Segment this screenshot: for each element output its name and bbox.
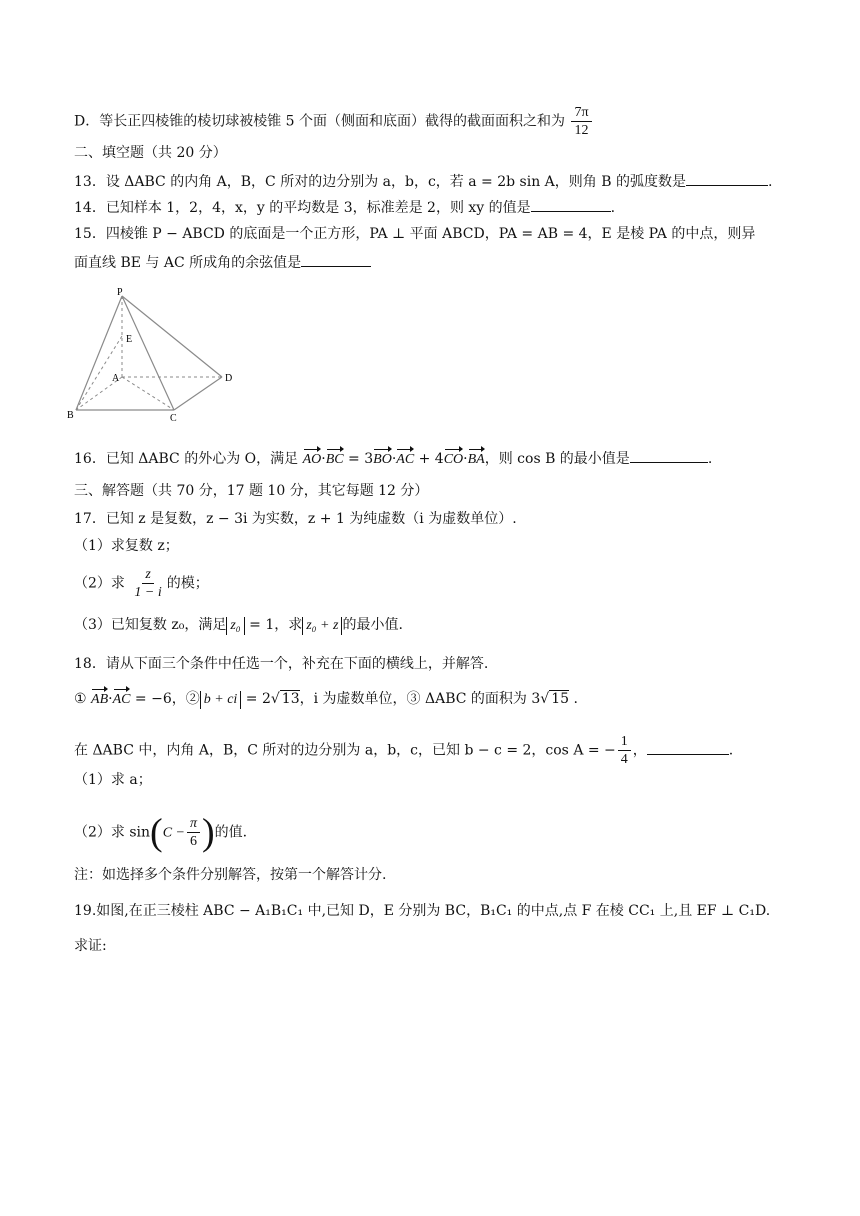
fraction-numerator: 1 [618,733,631,751]
question-18-part-2 [74,811,248,854]
question-13-end: . [767,174,773,190]
question-15-text: 15．四棱锥 P − ABCD 的底面是一个正方形，PA ⊥ 平面 ABCD，PA = AB = 4，E 是棱 PA 的中点，则异 [74,226,756,242]
question-16-end: . [707,451,713,467]
pyramid-figure [64,286,244,422]
vector-ba: BA [468,450,485,470]
question-19-text: 19.如图,在正三棱柱 ABC − A₁B₁C₁ 中,已知 D，E 分别为 BC，B₁C₁ 的中点,点 F 在棱 CC₁ 上,且 EF ⊥ C₁D. [74,903,771,919]
part-text: （2）求 [74,575,125,592]
vector-ab: AB [91,690,108,710]
answer-blank[interactable] [647,740,729,755]
edge-cd [174,377,222,410]
condition-text: ，i 为虚数单位，③ ΔABC 的面积为 3 [299,691,541,707]
question-17-part-1 [74,536,179,556]
question-16: 16．已知 ΔABC 的外心为 O，满足 AO·BC = 3BO·AC + 4CO·BA，则 cos B 的最小值是 . [74,448,712,470]
option-d [74,104,594,139]
fraction [131,566,164,601]
plus-four: + 4 [418,451,444,467]
question-18-text: 18．请从下面三个条件中任选一个，补充在下面的横线上，并解答. [74,656,489,672]
question-18-note [74,865,386,885]
label-p: P [117,287,123,298]
question-18-stem [74,654,488,674]
question-13 [74,171,772,192]
question-17-text: 17．已知 z 是复数，z − 3i 为实数，z + 1 为纯虚数（i 为虚数单位）. [74,511,517,527]
question-15-line-2 [74,252,371,273]
question-17-stem [74,509,517,529]
given-text: ， [632,742,647,759]
fraction-denominator: 12 [574,123,589,138]
question-17-part-2 [74,566,209,601]
fraction-denominator: 6 [190,834,197,849]
fraction [187,815,200,850]
fraction-denominator: 4 [620,752,628,767]
fraction-numerator: 7π [571,104,591,122]
question-14-end: . [610,200,616,216]
question-16-suffix: ，则 cos B 的最小值是 [484,451,630,467]
section-heading-solutions [74,481,428,501]
vector-ac: AC [396,450,414,470]
note-text: 注：如选择多个条件分别解答，按第一个解答计分. [74,867,387,883]
question-18-part-1 [74,770,152,790]
absolute-value: b + ci [200,691,242,709]
answer-blank[interactable] [686,171,768,186]
vector-ac: AC [113,690,131,710]
question-16-text: 16．已知 ΔABC 的外心为 O，满足 [74,451,299,467]
question-17-part-3 [74,615,403,635]
fraction-numerator: π [187,815,200,833]
absolute-value: z₀ [226,617,244,635]
label-e: E [126,334,133,345]
answer-blank[interactable] [301,252,371,267]
sqrt-radicand: 13 [281,691,300,707]
question-15-line-1 [74,224,755,244]
label-c: C [170,413,177,422]
prove-label: 求证: [74,938,107,954]
sqrt-radicand: 15 [551,691,570,707]
question-18-given [74,733,733,768]
section-heading-text: 三、解答题（共 70 分，17 题 10 分，其它每题 12 分） [74,483,429,499]
question-18-conditions: ① AB·AC = −6，② b + ci = 2√ 13，i 为虚数单位，③ ΔABC 的面积为 3√ 15 . [74,689,578,710]
section-heading-text: 二、填空题（共 20 分） [74,145,227,161]
question-19-prove [74,936,107,956]
edge-pc [122,296,174,410]
part-text: 的最小值. [342,617,403,633]
label-b: B [67,410,74,421]
vector-bc: BC [326,450,344,470]
part-text: = 1，求 [249,617,303,633]
absolute-value: z₀ + z [302,617,342,635]
label-a: A [112,373,120,384]
condition-text: = −6，② [134,691,200,707]
right-paren: ) [202,811,215,854]
part-text-suffix: 的模； [166,575,209,592]
condition-text: = 2 [245,691,271,707]
condition-marker: ① [74,691,87,707]
question-14-text: 14．已知样本 1，2，4，x，y 的平均数是 3，标准差是 2，则 xy 的值是 [74,200,531,216]
question-13-text: 13．设 ΔABC 的内角 A，B，C 所对的边分别为 a，b，c，若 a = 2b sin A，则角 B 的弧度数是 [74,174,686,190]
given-end: . [728,742,734,759]
fraction [618,733,631,768]
option-d-text: D．等长正四棱锥的棱切球被棱锥 5 个面（侧面和底面）截得的截面面积之和为 [74,113,566,130]
part-text: （1）求 a； [74,772,152,788]
fraction-denominator: 1 − i [134,585,162,600]
given-text: 在 ΔABC 中，内角 A，B，C 所对的边分别为 a，b，c，已知 b − c = 2，cos A = − [74,742,616,759]
condition-end: . [573,691,578,707]
part-text: （3）已知复数 z₀，满足 [74,617,227,633]
equals-three: = 3 [348,451,374,467]
vector-bo: BO [373,450,392,470]
question-14 [74,197,615,218]
part-text-suffix: 的值. [214,824,248,841]
part-text: （2）求 sin [74,824,151,841]
question-19-stem [74,901,770,921]
edge-pb [76,296,122,410]
part-text: （1）求复数 z； [74,538,179,554]
label-d: D [225,373,233,384]
fraction-numerator: z [142,566,153,584]
option-d-fraction [571,104,591,139]
answer-blank[interactable] [531,197,611,212]
edge-pd [122,296,222,377]
answer-blank[interactable] [630,448,708,463]
question-15-text-2: 面直线 BE 与 AC 所成角的余弦值是 [74,255,302,271]
angle-expression: C − [162,825,185,841]
vector-co: CO [444,450,463,470]
left-paren: ( [150,811,163,854]
section-heading-fill-blank [74,143,227,163]
vector-ao: AO [303,450,322,470]
